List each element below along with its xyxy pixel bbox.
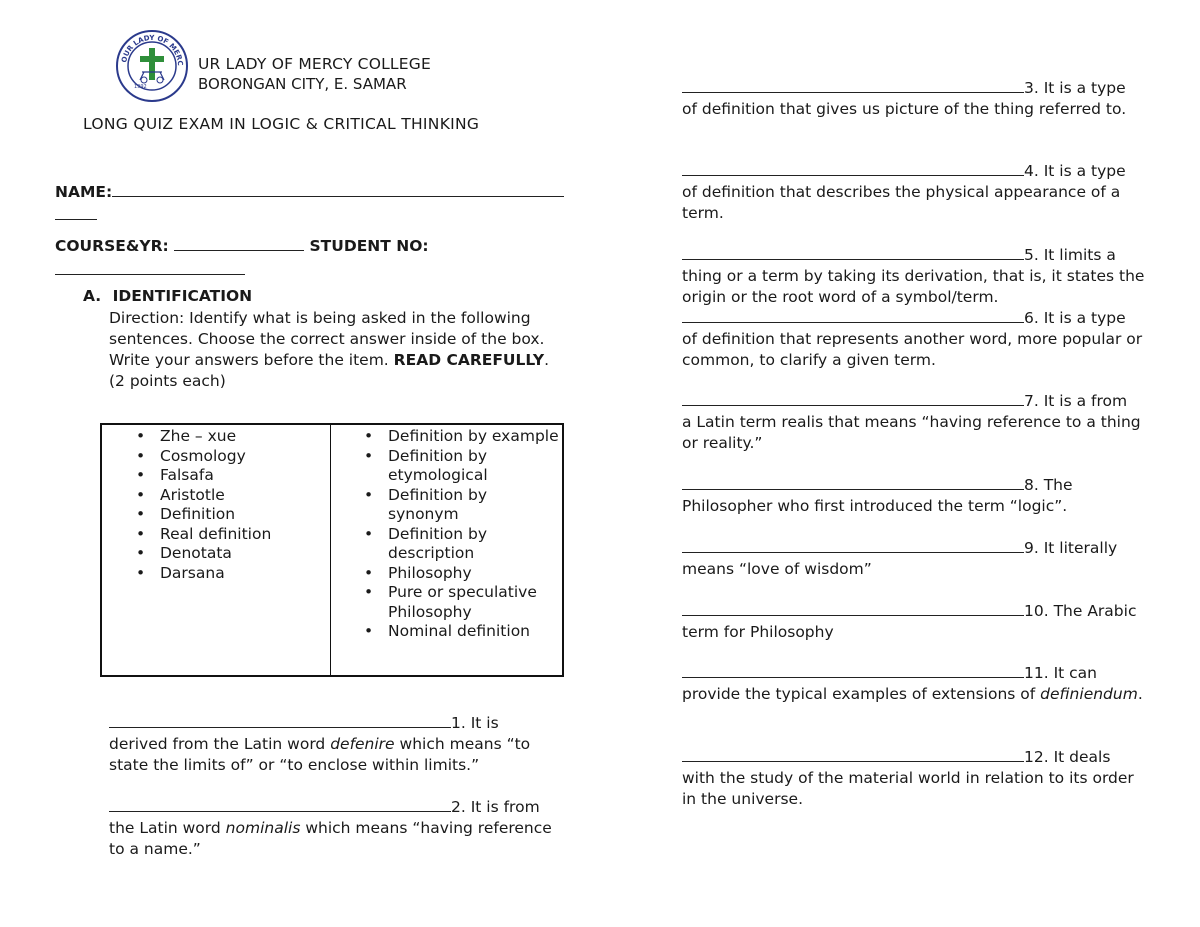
answer-blank-3[interactable] bbox=[682, 76, 1024, 93]
answer-blank-1[interactable] bbox=[109, 711, 451, 728]
choices-right-column bbox=[360, 427, 560, 642]
answer-blank-6[interactable] bbox=[682, 306, 1024, 323]
section-direction bbox=[109, 308, 569, 392]
choices-left-column bbox=[132, 427, 327, 583]
choice-item: • Zhe – xue bbox=[132, 427, 327, 447]
choice-item: • Pure or speculative Philosophy bbox=[360, 583, 560, 622]
section-a-heading bbox=[83, 287, 252, 305]
question-8: 8. The Philosopher who first introduced the term “logic”. bbox=[682, 473, 1152, 517]
student-no-blank[interactable] bbox=[55, 258, 245, 275]
student-no-blank-row bbox=[55, 258, 245, 279]
choice-item: • Definition by synonym bbox=[360, 486, 560, 525]
choice-item: • Philosophy bbox=[360, 564, 560, 584]
question-1-number: 1. It is bbox=[451, 714, 499, 732]
direction-text: Direction: Identify what is being asked in the following sentences. Choose the correct answer inside of the box. Write your answers before the item. bbox=[109, 309, 545, 369]
question-10: 10. The Arabic term for Philosophy bbox=[682, 599, 1152, 643]
choice-item: • Definition by etymological bbox=[360, 447, 560, 486]
college-city: BORONGAN CITY, E. SAMAR bbox=[198, 75, 407, 93]
choice-item: • Definition by example bbox=[360, 427, 560, 447]
answer-choices-box bbox=[100, 423, 564, 677]
answer-blank-5[interactable] bbox=[682, 243, 1024, 260]
question-11: 11. It can provide the typical examples of extensions of definiendum. bbox=[682, 661, 1152, 705]
section-title: IDENTIFICATION bbox=[112, 287, 253, 305]
question-2: 2. It is from the Latin word nominalis which means “having reference to a name.” bbox=[109, 795, 569, 860]
course-row bbox=[55, 234, 429, 255]
name-blank[interactable] bbox=[112, 180, 564, 197]
choice-item: • Cosmology bbox=[132, 447, 327, 467]
name-row bbox=[55, 180, 564, 201]
answer-blank-8[interactable] bbox=[682, 473, 1024, 490]
course-blank[interactable] bbox=[174, 234, 304, 251]
answer-blank-7[interactable] bbox=[682, 389, 1024, 406]
box-divider bbox=[330, 425, 331, 675]
choice-item: • Real definition bbox=[132, 525, 327, 545]
answer-blank-9[interactable] bbox=[682, 536, 1024, 553]
question-9: 9. It literally means “love of wisdom” bbox=[682, 536, 1152, 580]
section-letter: A. bbox=[83, 287, 102, 305]
choice-item: • Aristotle bbox=[132, 486, 327, 506]
question-1: 1. It is derived from the Latin word defenire which means “to state the limits of” or “to enclose within limits.” bbox=[109, 711, 569, 776]
college-seal-logo bbox=[116, 30, 188, 102]
choice-item: • Denotata bbox=[132, 544, 327, 564]
college-name: UR LADY OF MERCY COLLEGE bbox=[198, 55, 431, 73]
question-4: 4. It is a type of definition that describes the physical appearance of a term. bbox=[682, 159, 1152, 224]
name-blank-wrap[interactable] bbox=[55, 203, 97, 220]
choice-item: • Nominal definition bbox=[360, 622, 560, 642]
answer-blank-4[interactable] bbox=[682, 159, 1024, 176]
question-6: 6. It is a type of definition that represents another word, more popular or common, to clarify a given term. bbox=[682, 306, 1152, 371]
seal-year: 1992 bbox=[134, 84, 147, 90]
question-12: 12. It deals with the study of the material world in relation to its order in the universe. bbox=[682, 745, 1152, 810]
choice-item: • Definition by description bbox=[360, 525, 560, 564]
question-5: 5. It limits a thing or a term by taking its derivation, that is, it states the origin or the root word of a symbol/term. bbox=[682, 243, 1152, 308]
exam-title: LONG QUIZ EXAM IN LOGIC & CRITICAL THINKING bbox=[83, 115, 480, 133]
student-no-label: STUDENT NO: bbox=[309, 237, 429, 255]
points-text: . (2 points each) bbox=[109, 351, 550, 390]
read-carefully: READ CAREFULLY bbox=[393, 351, 545, 369]
question-2-number: 2. It is from bbox=[451, 798, 540, 816]
name-label: NAME: bbox=[55, 183, 113, 201]
name-blank-continued bbox=[55, 203, 97, 224]
course-label: COURSE&YR: bbox=[55, 237, 169, 255]
choice-item: • Darsana bbox=[132, 564, 327, 584]
question-7: 7. It is a from a Latin term realis that means “having reference to a thing or reality.” bbox=[682, 389, 1152, 454]
answer-blank-11[interactable] bbox=[682, 661, 1024, 678]
svg-text:OUR LADY OF MERCY COLLEGE: OUR LADY OF MERC bbox=[120, 33, 185, 67]
answer-blank-12[interactable] bbox=[682, 745, 1024, 762]
choice-item: • Falsafa bbox=[132, 466, 327, 486]
answer-blank-10[interactable] bbox=[682, 599, 1024, 616]
answer-blank-2[interactable] bbox=[109, 795, 451, 812]
choice-item: • Definition bbox=[132, 505, 327, 525]
question-3: 3. It is a type of definition that gives us picture of the thing referred to. bbox=[682, 76, 1152, 120]
